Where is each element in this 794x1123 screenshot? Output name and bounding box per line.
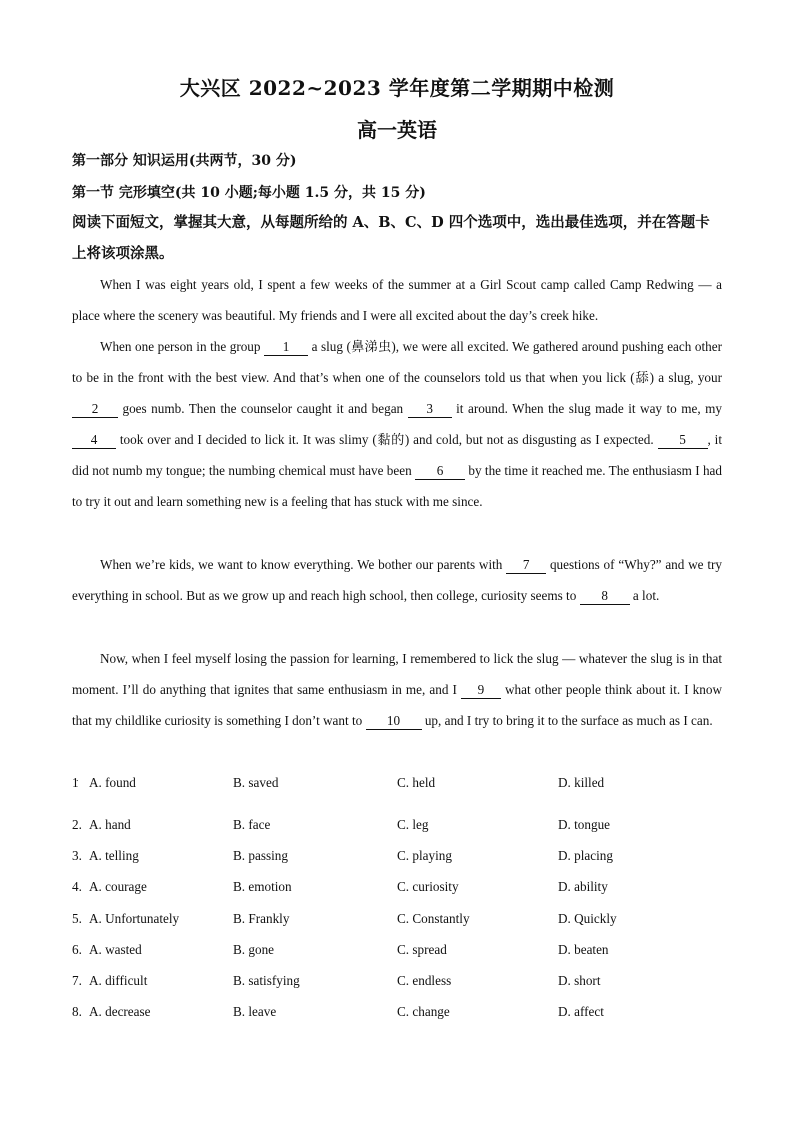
option-a: A. found: [89, 775, 136, 790]
question-number: 2.: [72, 817, 82, 832]
option-d: D. affect: [558, 1004, 604, 1019]
paragraph-text: Now, when I feel myself losing the passion for learning, I remembered to lick the slug — whatever the slug is in that moment. I’ll do anything that ignites that same enthusiasm in me, and I: [72, 651, 722, 697]
blank-8: 8: [580, 588, 630, 605]
question-4-options: [72, 879, 732, 899]
question-number: 5.: [72, 911, 82, 926]
question-8-options: [72, 1004, 732, 1024]
paragraph-text: When we’re kids, we want to know everything. We bother our parents with: [100, 557, 507, 572]
paragraph-text: a lot.: [629, 588, 660, 603]
option-c: C. endless: [397, 973, 452, 988]
blank-7: 7: [506, 557, 546, 574]
paragraph-text: it around. When the slug made it way to me, my: [451, 401, 722, 416]
question-number: 8.: [72, 1004, 82, 1019]
paragraph-text: questions of “Why?” and we try everything in school. But as we grow up and reach high school, then college, curiosity seems to: [72, 557, 722, 603]
page-subtitle: 高一英语: [357, 118, 437, 142]
passage-paragraph-4: [72, 643, 722, 736]
option-a: A. difficult: [89, 973, 148, 988]
option-a: A. telling: [89, 848, 139, 863]
option-c: C. change: [397, 1004, 450, 1019]
option-a: A. wasted: [89, 942, 142, 957]
option-b: B. emotion: [233, 879, 292, 894]
option-a: A. courage: [89, 879, 147, 894]
option-a: A. hand: [89, 817, 131, 832]
paragraph-text: When I was eight years old, I spent a few weeks of the summer at a Girl Scout camp called Camp Redwing — a place where the scenery was beautiful. My friends and I were all excited about the day’s creek hike.: [72, 277, 722, 323]
option-d: D. beaten: [558, 942, 609, 957]
paragraph-text: up, and I try to bring it to the surface as much as I can.: [421, 713, 713, 728]
question-7-options: [72, 973, 732, 993]
option-b: B. leave: [233, 1004, 277, 1019]
option-b: B. passing: [233, 848, 288, 863]
option-c: C. spread: [397, 942, 447, 957]
option-d: D. Quickly: [558, 911, 617, 926]
paragraph-text: When one person in the group: [100, 339, 265, 354]
option-a: A. Unfortunately: [89, 911, 180, 926]
question-3-options: [72, 848, 732, 868]
blank-2: 2: [72, 401, 118, 418]
option-d: D. ability: [558, 879, 608, 894]
option-c: C. Constantly: [397, 911, 470, 926]
question-mark-dot: ．: [76, 774, 84, 783]
option-c: C. playing: [397, 848, 452, 863]
paragraph-text: a slug (鼻涕虫), we were all excited. We gathered around pushing each other to be in the front with the best view. And that’s when one of the counselors told us that when you lick (舔) a slug, your: [72, 339, 722, 385]
option-b: B. satisfying: [233, 973, 300, 988]
paragraph-text: what other people think about it. I know that my childlike curiosity is something I don’t want to: [72, 682, 722, 728]
blank-1: 1: [264, 339, 308, 356]
blank-9: 9: [461, 682, 501, 699]
paragraph-text: goes numb. Then the counselor caught it and began: [118, 401, 408, 416]
paragraph-text: , it did not numb my tongue; the numbing chemical must have been: [72, 432, 723, 478]
passage-paragraph-2: [72, 331, 722, 517]
question-number: 6.: [72, 942, 82, 957]
blank-10: 10: [366, 713, 422, 730]
instruction-text: 阅读下面短文，掌握其大意，从每题所给的 A、B、C、D 四个选项中，选出最佳选项，并在答题卡上将该项涂黑。: [72, 214, 710, 262]
option-d: D. short: [558, 973, 601, 988]
option-c: C. leg: [397, 817, 429, 832]
question-number: 7.: [72, 973, 82, 988]
option-a: A. decrease: [89, 1004, 151, 1019]
passage-paragraph-3: [72, 549, 722, 611]
option-c: C. curiosity: [397, 879, 459, 894]
passage-paragraph-1: [72, 269, 722, 331]
question-5-options: [72, 911, 732, 931]
option-b: B. saved: [233, 775, 279, 790]
question-2-options: [72, 817, 732, 837]
paragraph-text: by the time it reached me. The enthusiasm I had to try it out and learn something new is a feeling that has stuck with me since.: [72, 463, 722, 509]
option-c: C. held: [397, 775, 436, 790]
question-6-options: [72, 942, 732, 962]
option-d: D. tongue: [558, 817, 611, 832]
blank-4: 4: [72, 432, 116, 449]
question-number: 3.: [72, 848, 82, 863]
option-b: B. gone: [233, 942, 275, 957]
blank-5: 5: [658, 432, 708, 449]
question-number: 1: [72, 775, 79, 790]
page-title: 大兴区 2022~2023 学年度第二学期期中检测: [179, 76, 615, 100]
option-b: B. face: [233, 817, 271, 832]
section-heading: 第一节 完形填空(共 10 小题;每小题 1.5 分，共 15 分): [72, 185, 426, 201]
part-heading: 第一部分 知识运用(共两节，30 分): [72, 153, 297, 169]
option-d: D. placing: [558, 848, 613, 863]
option-d: D. killed: [558, 775, 605, 790]
blank-6: 6: [415, 463, 465, 480]
question-number: 4.: [72, 879, 82, 894]
blank-3: 3: [408, 401, 452, 418]
option-b: B. Frankly: [233, 911, 290, 926]
question-1-options: [72, 775, 732, 795]
paragraph-text: took over and I decided to lick it. It was slimy (黏的) and cold, but not as disgusting as I expected.: [116, 432, 658, 447]
